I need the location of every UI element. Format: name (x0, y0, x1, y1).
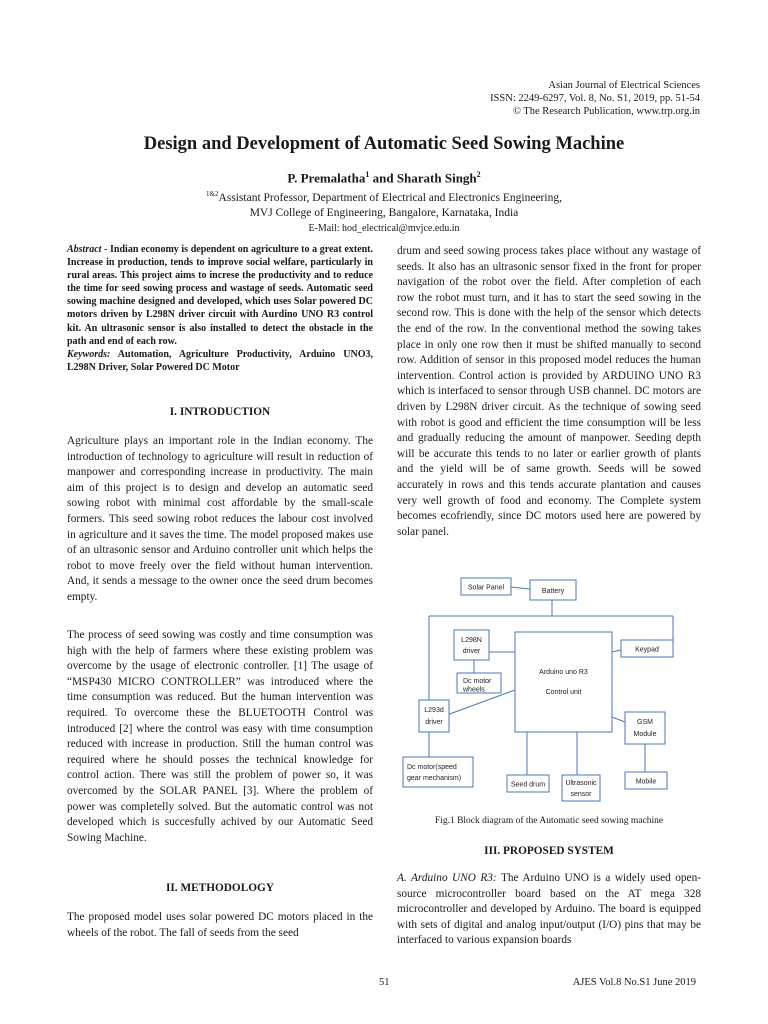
author-2: Sharath Singh (396, 170, 477, 186)
dc-motor-speed-label-2: gear mechanism) (407, 775, 462, 782)
seed-drum-label: Seed drum (510, 781, 546, 789)
abstract-label: Abstract (67, 244, 102, 255)
section-heading-introduction: I. INTRODUCTION (169, 406, 271, 418)
dc-motor-wheels-label-1: Dc motor (463, 678, 492, 685)
ultrasonic-label-1: Ultrasonic (565, 780, 597, 787)
abstract (67, 243, 373, 374)
dc-motor-speed-label-1: Dc motor(speed (407, 764, 457, 771)
gsm-label-2: Module (633, 731, 657, 738)
figure-caption: Fig.1 Block diagram of the Automatic seed sowing machine (434, 816, 664, 826)
author-and: and (369, 170, 397, 186)
affiliation-email: E-Mail: hod_electrical@mvjce.edu.in (308, 222, 460, 234)
l298n-label-2: driver (462, 648, 481, 655)
block-diagram (397, 572, 701, 808)
affiliation-line1: Assistant Professor, Department of Electrical and Electronics Engineering, (218, 191, 562, 204)
dc-motor-wheels-label-2: wheels (463, 686, 485, 694)
l298n-label-1: L298N (461, 637, 482, 644)
author-line (0, 170, 768, 186)
solar-panel-label: Solar Panel (467, 584, 505, 592)
keywords-text: Automation, Agriculture Productivity, Arduino UNO3, L298N Driver, Solar Powered DC Motor (67, 348, 373, 373)
methodology-paragraph: The proposed model uses solar powered DC motors placed in the wheels of the robot. The fall of seeds from the seed (67, 911, 373, 939)
footer-journal: AJES Vol.8 No.S1 June 2019 (572, 977, 696, 988)
arduino-label-2: Control unit (545, 689, 582, 696)
right-paragraph-1: drum and seed sowing process takes place without any wastage of seeds. It also has an ultrasonic sensor fixed in the front for proper navigation of the robot over the field. After completion of each row the robot must turn, and it has to start the seed sowing in the second row. This is done with the help of the sensor which detects the end of the row. In the conventional method the sowing takes place in only one row then it must be shifted manually to second row. Addition of sensor in this proposed model reduces the human intervention. Control action is provided by ARDUINO UNO R3 which is interfaced to sensor through USB channel. DC motors are driven by L298N driver circuit. As the technique of sowing seed with robot is good and efficient the time consumption will be less and gradually reducing the amount of manpower. Seeding depth will be accurate this tends to no later or earlier growth of plants and the yield will be of same growth. Seeds will be sowed accurately in rows and this tends accurate plantation and causes very well growth of food and economy. The Complete system becomes ecofriendly, since DC motors used here are powered by solar panel. (397, 245, 701, 538)
journal-header (490, 79, 700, 118)
author-2-sup: 2 (476, 170, 481, 179)
journal-issn: ISSN: 2249-6297, Vol. 8, No. S1, 2019, pp. 51-54 (490, 93, 700, 104)
abstract-text: - Indian economy is dependent on agriculture to a great extent. Increase in production, tends to improve social welfare, particularly in rural areas. This project aims to increse the productivity and to reduce the time for seed sowing process and wastage of seeds. Automatic seed sowing machine designed and developed, which uses Solar powered DC motors driven by L298N driver circuit with Aurdino UNO R3 control kit. An ultrasonic sensor is also installed to detect the obstacle in the path and end of each row. (67, 244, 373, 347)
keywords-label: Keywords: (67, 348, 111, 360)
proposed-sub-label: A. Arduino UNO R3: (397, 872, 497, 884)
journal-name: Asian Journal of Electrical Sciences (548, 80, 700, 91)
arduino-control-block (515, 632, 612, 732)
arduino-label-1: Arduino uno R3 (539, 669, 588, 676)
affiliation (0, 187, 768, 236)
intro-paragraph-1: Agriculture plays an important role in the Indian economy. The introduction of technology to agriculture will result in reduction of manpower and corresponding increase in productivity. The main aim of this project is to design and develop an automatic seed sowing robot with minimal cost affordable by the small-scale formers. This seed sowing robot reduces the labour cost involved in agriculture and it saves the time. The model proposed makes use of an ultrasonic sensor and Arduino controller unit which helps the robot to move freely over the field without human intervention. And, it sends a message to the owner once the seed drum becomes empty. (67, 435, 373, 603)
dc-motor-speed-block (403, 757, 473, 787)
connector-arduino-gsm (612, 717, 625, 722)
journal-copyright: © The Research Publication, www.trp.org.in (512, 106, 700, 117)
page-number: 51 (379, 977, 390, 988)
intro-paragraph-2: The process of seed sowing was costly and time consumption was high with the help of farmers where these existing problem was overcome by the usage of electronic controller. [1] The usage of “MSP430 MICRO CONTROLLER” was introduced where the time consumption was reduced. But the human intervention was required. To overcome these the BLUETOOTH Control was introduced [2] where the control was easy with time consumption reduced with increase in production. Still the human control was required where he should posses the technical knowledge for control action. There was still the problem of power so, it was overcomed by the SOLAR PANEL [3]. Where the problem of power was completelly solved. But the automatic control was not developed which is succesfully achived by our Automatic Seed Sowing Machine. (67, 629, 373, 844)
proposed-text: The Arduino UNO is a widely used open-source microcontroller board based on the AT mega 328 microcontroller and developed by Arduino. The board is equipped with sets of digital and analog input/output (I/O) pins that may be interfaced to various expansion boards (397, 872, 701, 947)
l293d-driver-block (419, 700, 449, 732)
author-1-sup: 1 (365, 170, 370, 179)
l293d-label-1: L293d (424, 707, 444, 714)
l298n-driver-block (454, 630, 489, 660)
mobile-label: Mobile (635, 778, 657, 786)
connector-l293d-arduino (447, 690, 515, 715)
proposed-paragraph (397, 871, 701, 949)
author-1: P. Premalatha (287, 170, 366, 186)
affiliation-line2: MVJ College of Engineering, Bangalore, Karnataka, India (249, 206, 519, 219)
gsm-module-block (625, 712, 665, 744)
gsm-label-1: GSM (637, 719, 653, 726)
battery-label: Battery (541, 588, 565, 595)
connector-solar-battery (510, 587, 530, 589)
section-heading-methodology: II. METHODOLOGY (166, 882, 274, 894)
keypad-label: Keypad (635, 646, 659, 654)
section-heading-proposed-system: III. PROPOSED SYSTEM (484, 845, 614, 857)
paper-title: Design and Development of Automatic Seed Sowing Machine (143, 134, 625, 154)
l293d-label-2: driver (425, 719, 443, 726)
left-column (67, 243, 373, 374)
connector-arduino-keypad (612, 650, 621, 652)
ultrasonic-label-2: sensor (570, 791, 592, 798)
affiliation-sup: 1&2 (206, 190, 219, 198)
